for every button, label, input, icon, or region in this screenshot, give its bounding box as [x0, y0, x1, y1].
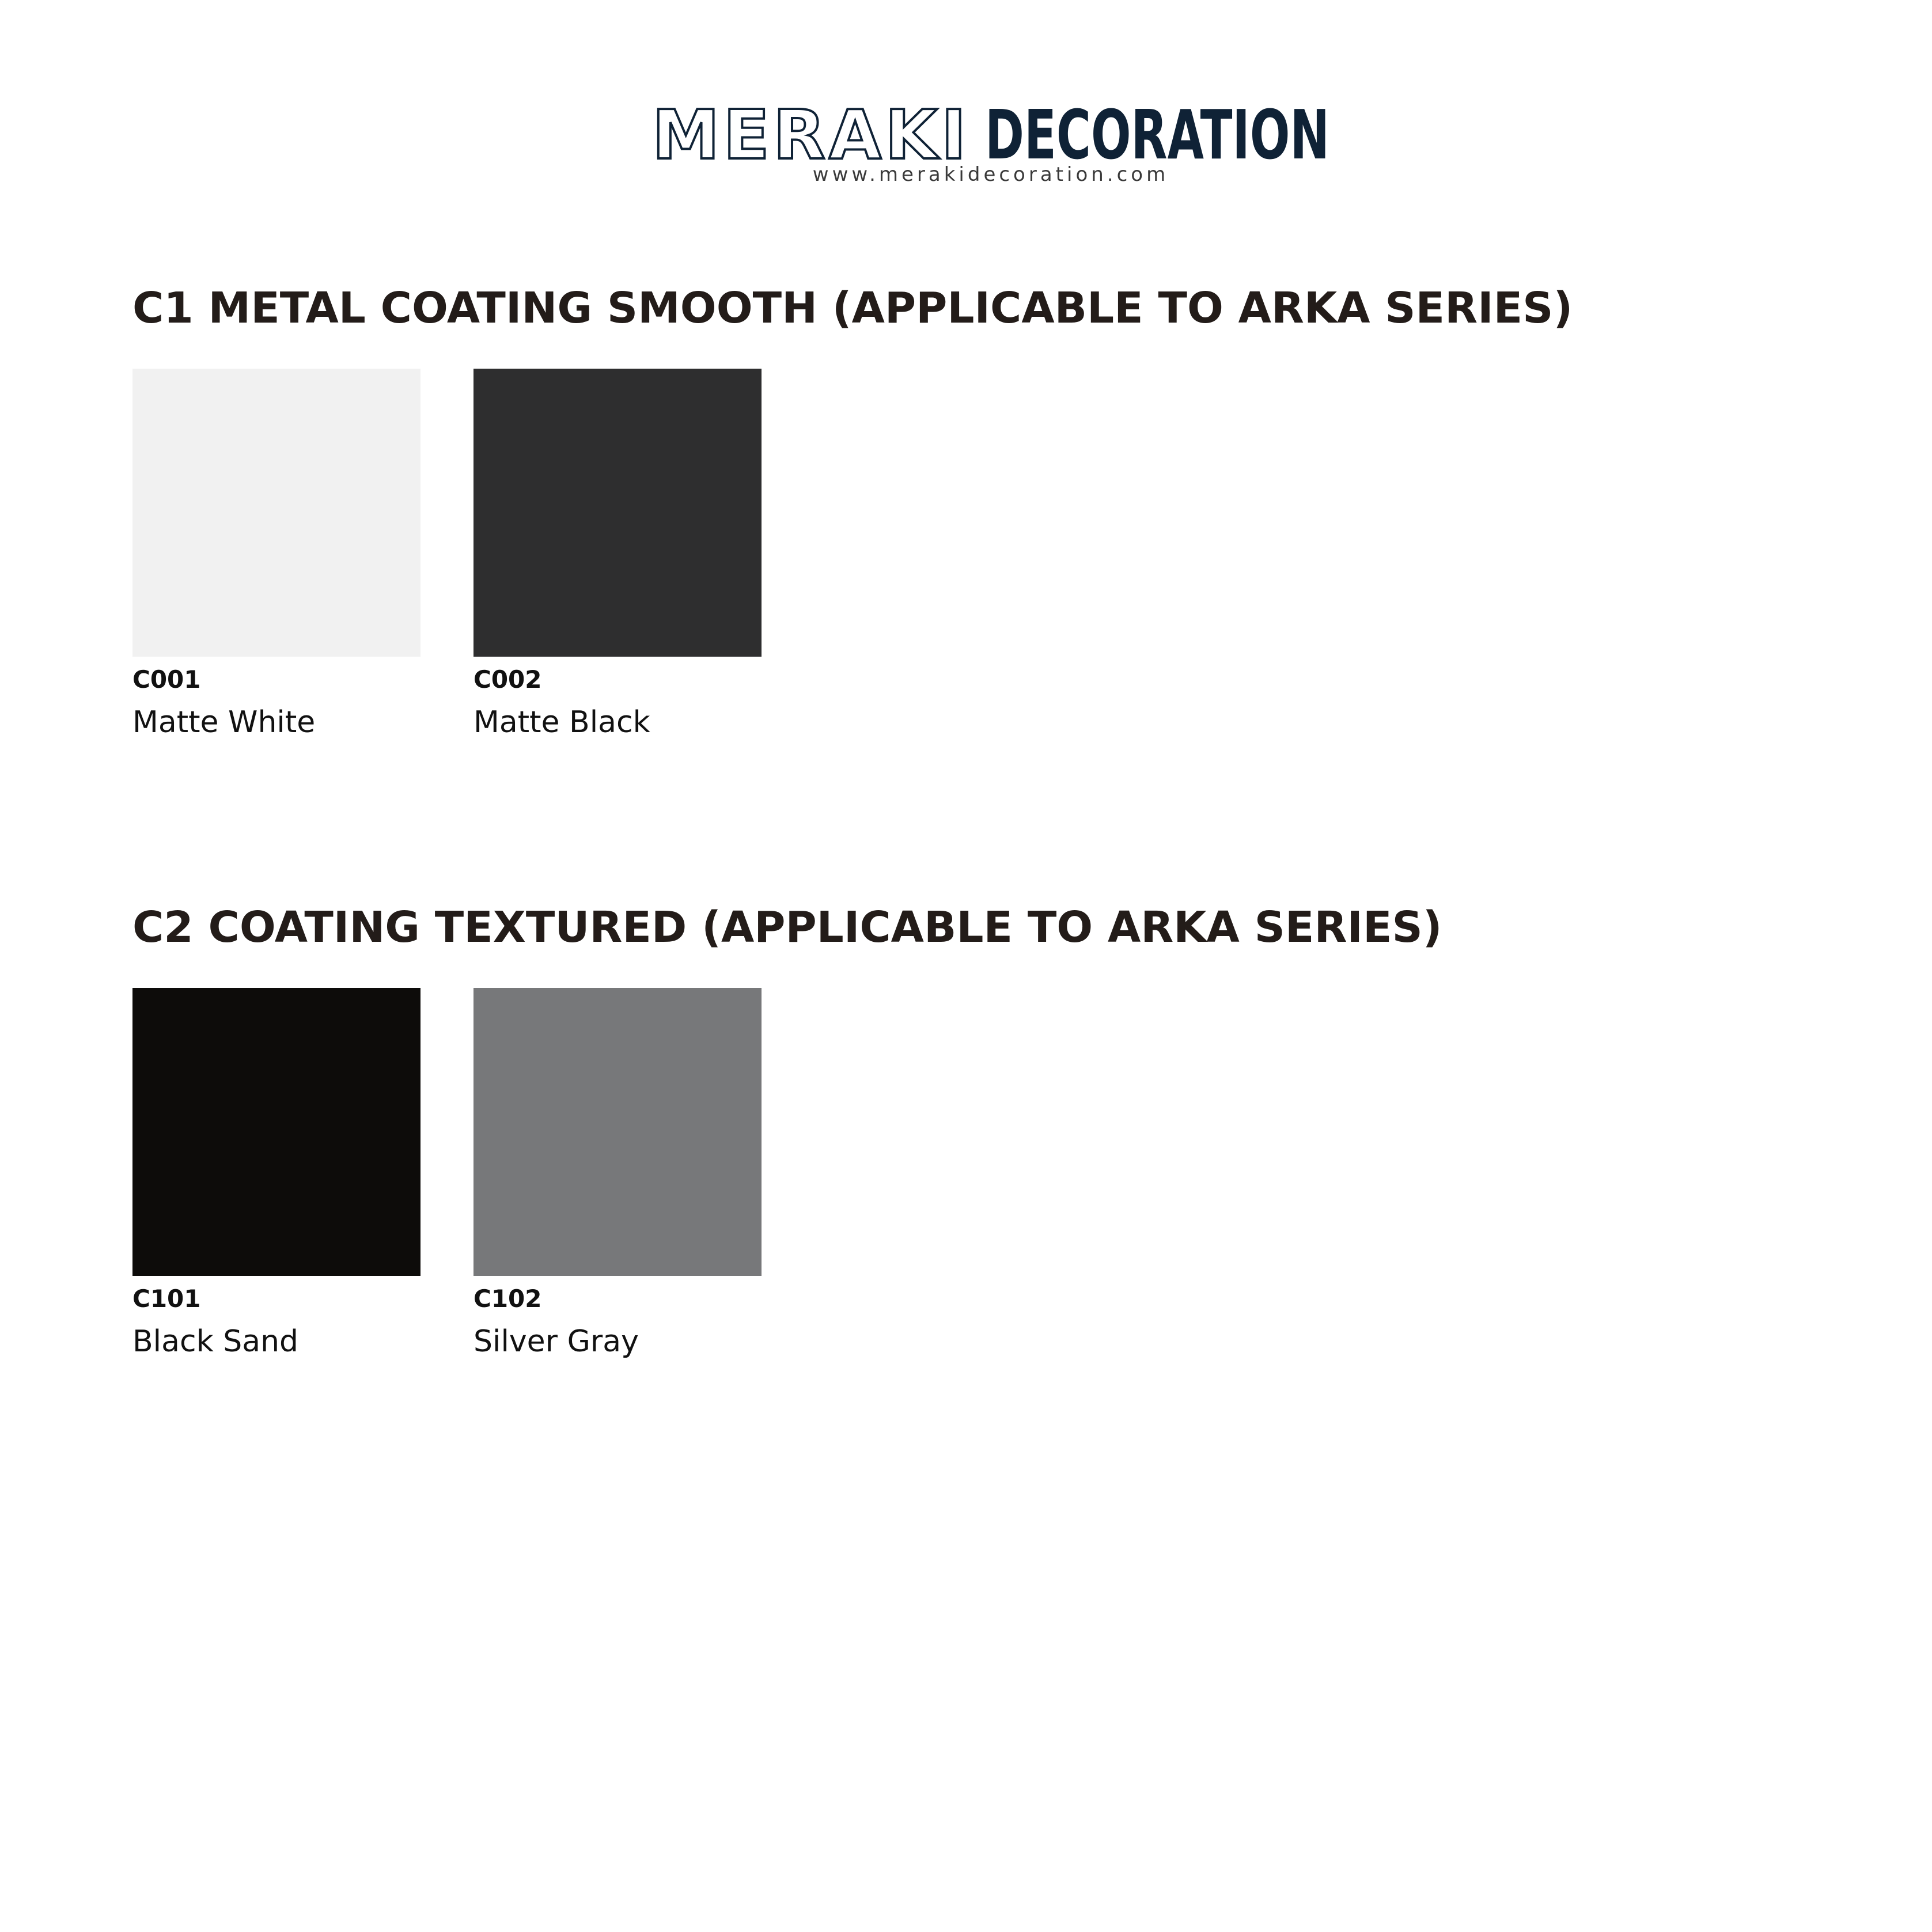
swatch-name: Matte White [132, 705, 316, 740]
color-swatch[interactable] [132, 988, 421, 1276]
brand-url: www.merakidecoration.com [812, 163, 1169, 186]
logo-brand-left: MERAKI [652, 95, 970, 175]
color-swatch[interactable] [132, 369, 421, 657]
swatch-name: Silver Gray [473, 1324, 639, 1359]
swatch-card[interactable] [132, 988, 421, 1362]
section-c1-metal-coating-smooth [132, 276, 1803, 740]
section-c2-coating-textured [132, 896, 1803, 1359]
color-swatch[interactable] [473, 988, 762, 1276]
swatch-card[interactable] [473, 369, 762, 743]
swatch-name: Black Sand [132, 1324, 299, 1359]
swatch-card[interactable] [473, 988, 762, 1362]
color-swatch[interactable] [473, 369, 762, 657]
section-title: C2 COATING TEXTURED (APPLICABLE TO ARKA SERIES) [132, 903, 1442, 952]
swatch-card[interactable] [132, 369, 421, 743]
logo-brand-right: DECORATION [985, 95, 1329, 175]
swatch-code: C102 [473, 1285, 542, 1313]
swatch-code: C002 [473, 665, 542, 694]
swatch-code: C101 [132, 1285, 201, 1313]
swatch-row [132, 369, 824, 772]
swatch-name: Matte Black [473, 705, 650, 740]
brand-logo [651, 95, 1331, 193]
section-title: C1 METAL COATING SMOOTH (APPLICABLE TO ARKA SERIES) [132, 283, 1573, 333]
swatch-row [132, 988, 824, 1391]
swatch-code: C001 [132, 665, 201, 694]
